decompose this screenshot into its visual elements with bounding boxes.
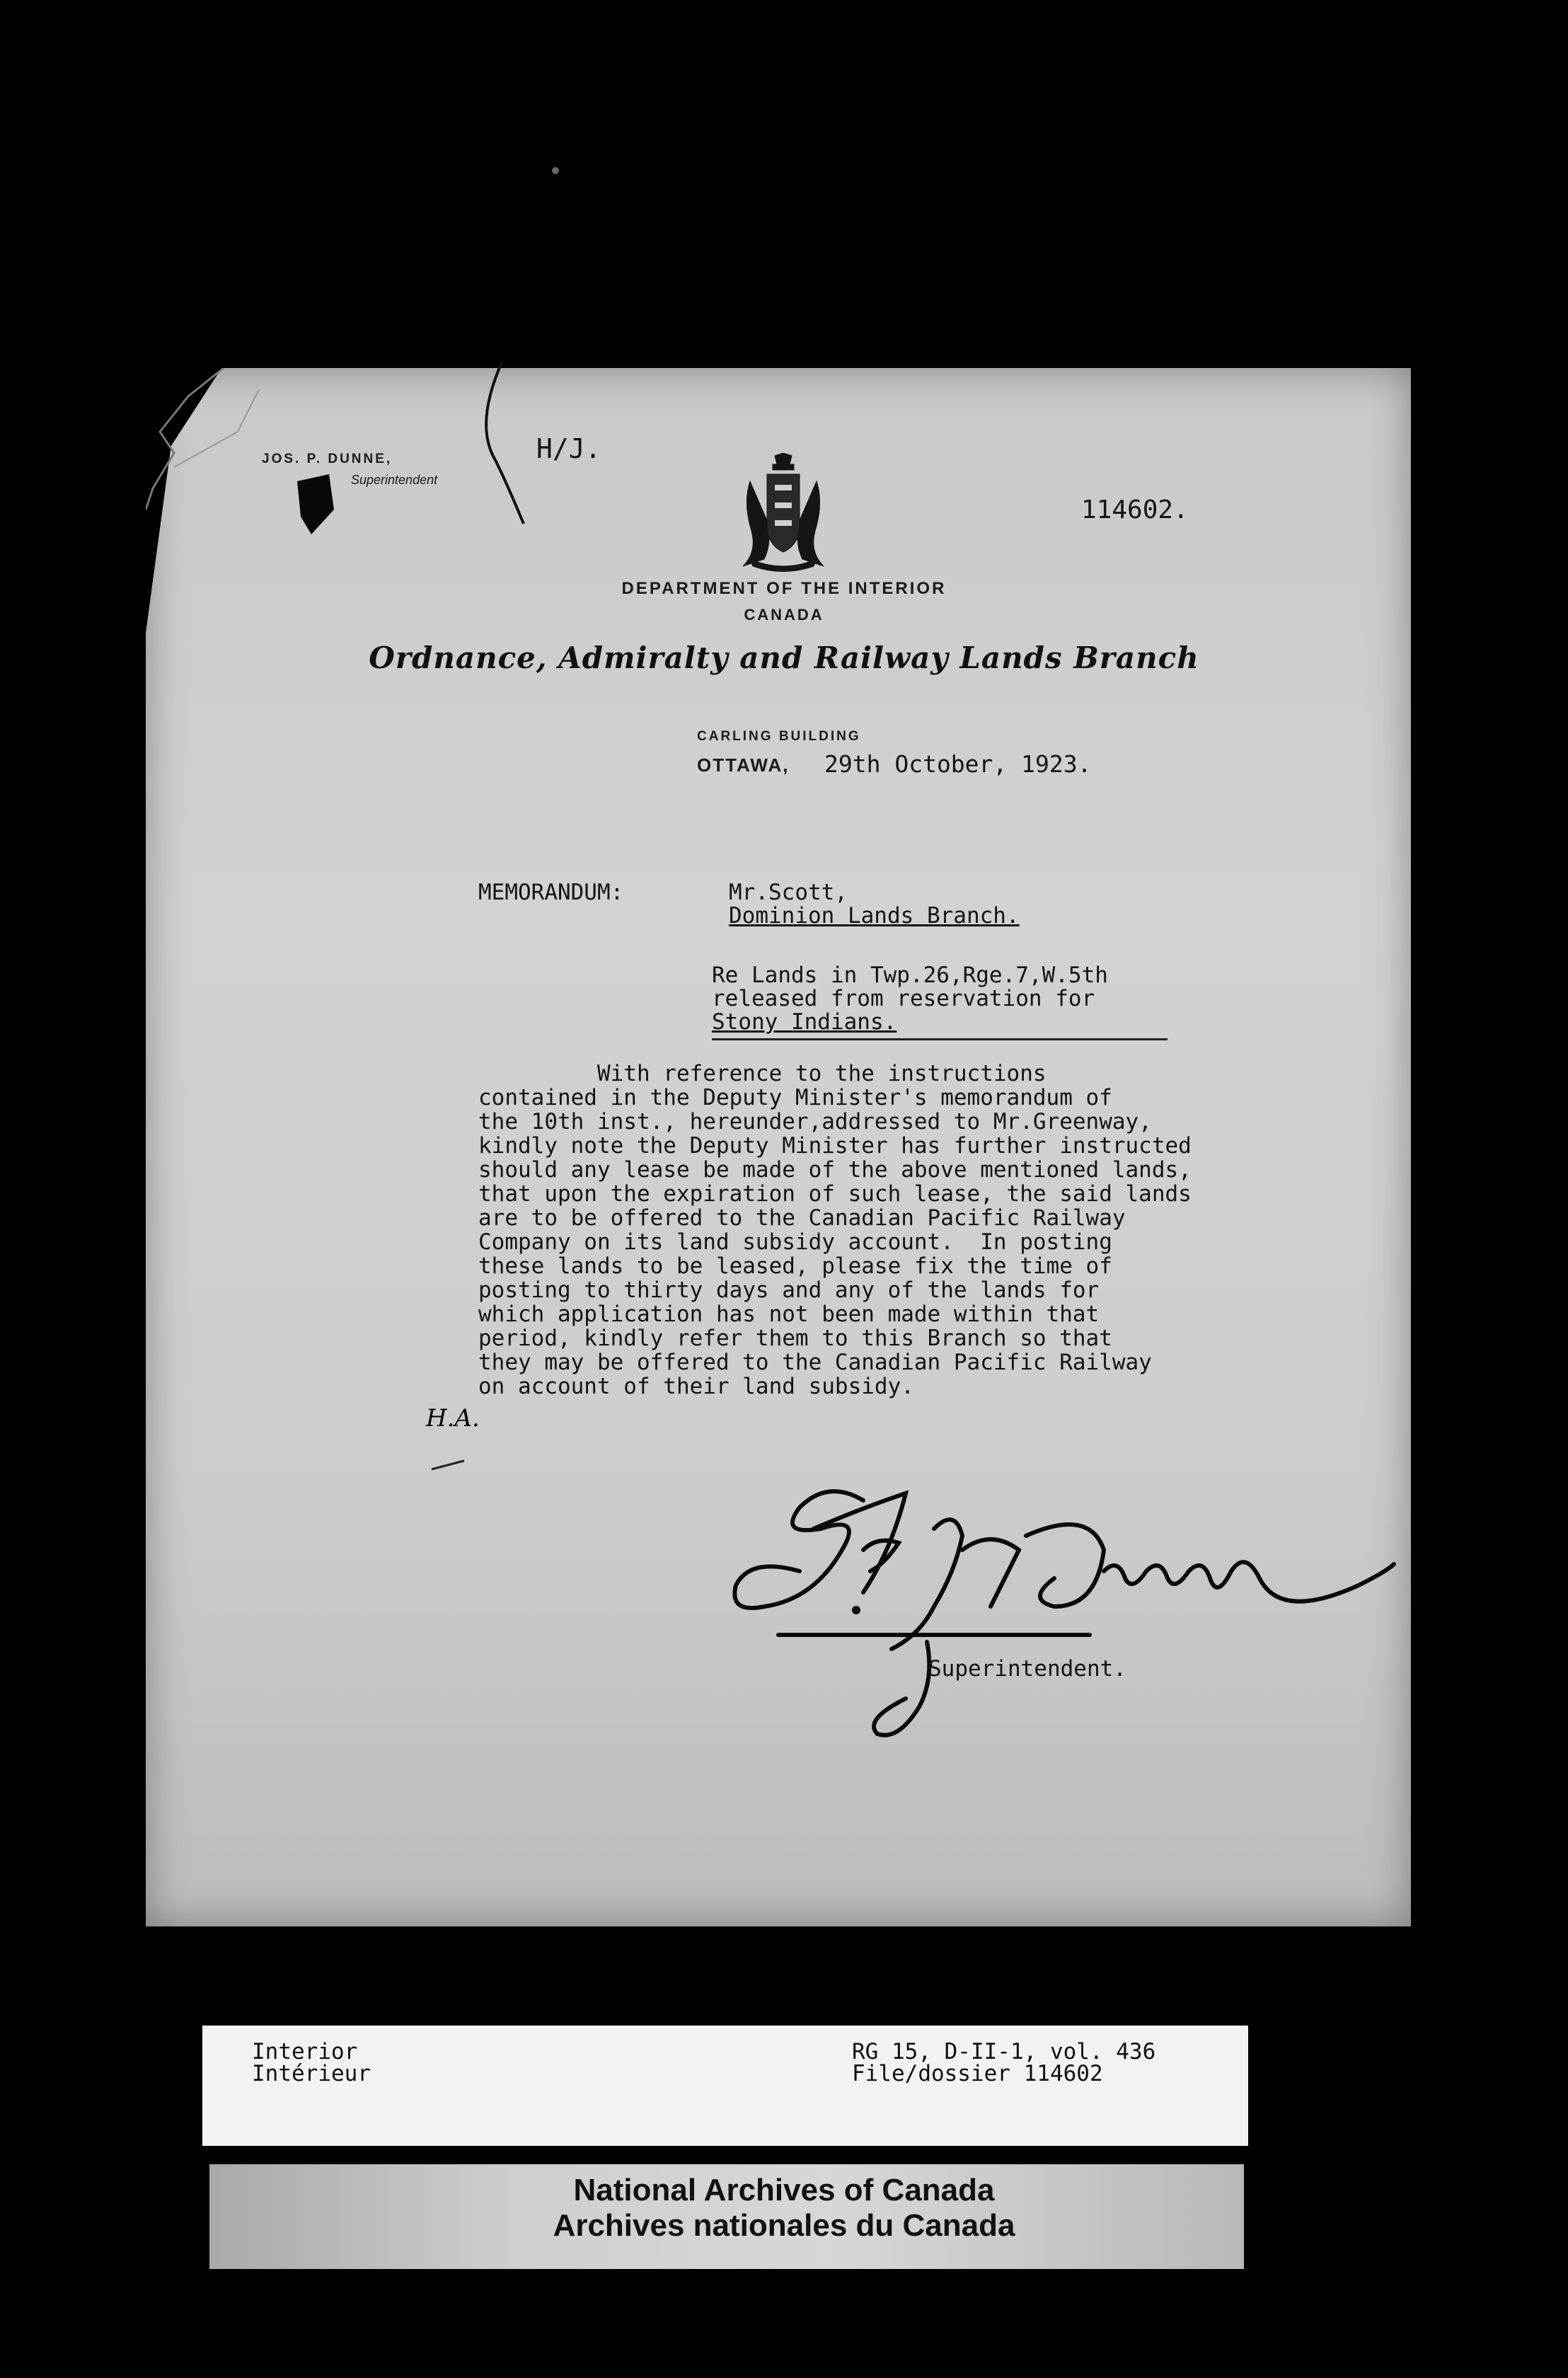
- file-number: 114602.: [1081, 495, 1189, 524]
- subject-line: Re Lands in Twp.26,Rge.7,W.5th: [712, 963, 1108, 988]
- body-line: posting to thirty days and any of the lands for: [478, 1277, 1100, 1303]
- label-record-group: RG 15, D-II-1, vol. 436: [852, 2039, 1156, 2064]
- addressee-branch: Dominion Lands Branch.: [729, 903, 1020, 929]
- subject-line: Stony Indians.: [712, 1009, 897, 1035]
- body-line: these lands to be leased, please fix the time of: [478, 1253, 1112, 1279]
- label-dept-english: Interior: [252, 2039, 358, 2064]
- body-line: on account of their land subsidy.: [478, 1374, 914, 1399]
- handwritten-signature: [722, 1465, 1401, 1762]
- body-line: contained in the Deputy Minister's memorandum of: [478, 1085, 1112, 1110]
- subject-line: released from reservation for: [712, 986, 1095, 1011]
- subject-underline: [712, 1038, 1168, 1040]
- pencil-bracket: [474, 361, 531, 531]
- body-line: are to be offered to the Canadian Pacific Railway: [478, 1205, 1126, 1231]
- body-line: the 10th inst., hereunder,addressed to Mr.Greenway,: [478, 1109, 1152, 1135]
- body-line: With reference to the instructions: [478, 1061, 1047, 1086]
- building-name: CARLING BUILDING: [697, 729, 861, 744]
- file-reference: H/J.: [536, 433, 601, 464]
- label-dept-french: Intérieur: [252, 2061, 371, 2086]
- memorandum-label: MEMORANDUM:: [478, 880, 624, 905]
- country-heading: CANADA: [744, 606, 824, 624]
- addressee-name: Mr.Scott,: [729, 880, 848, 905]
- body-line: that upon the expiration of such lease, the said lands: [478, 1181, 1192, 1207]
- tab-mark: [290, 467, 340, 538]
- label-file-number: File/dossier 114602: [852, 2061, 1103, 2086]
- letter-date: 29th October, 1923.: [824, 750, 1092, 778]
- officer-title: Superintendent: [351, 473, 438, 487]
- body-line: should any lease be made of the above mentioned lands,: [478, 1157, 1192, 1183]
- branch-heading: Ordnance, Admiralty and Railway Lands Branch: [369, 641, 1199, 675]
- torn-corner: [146, 368, 287, 679]
- body-line: kindly note the Deputy Minister has further instructed: [478, 1133, 1192, 1159]
- city-name: OTTAWA,: [697, 754, 790, 776]
- officer-name: JOS. P. DUNNE,: [262, 452, 393, 466]
- body-line: Company on its land subsidy account. In posting: [478, 1229, 1112, 1255]
- body-line: which application has not been made within that: [478, 1302, 1100, 1327]
- department-heading: DEPARTMENT OF THE INTERIOR: [621, 579, 947, 598]
- body-line: they may be offered to the Canadian Pacific Railway: [478, 1350, 1152, 1375]
- signature-title: Superintendent.: [928, 1656, 1126, 1682]
- coat-of-arms-emblem: [736, 453, 831, 572]
- film-speck: [552, 167, 559, 174]
- archives-name-english: National Archives of Canada: [573, 2173, 995, 2207]
- handwritten-initials: H.A.: [426, 1404, 480, 1432]
- initials-dash: [429, 1458, 471, 1472]
- body-line: period, kindly refer them to this Branch so that: [478, 1326, 1112, 1351]
- archives-name-french: Archives nationales du Canada: [553, 2208, 1015, 2243]
